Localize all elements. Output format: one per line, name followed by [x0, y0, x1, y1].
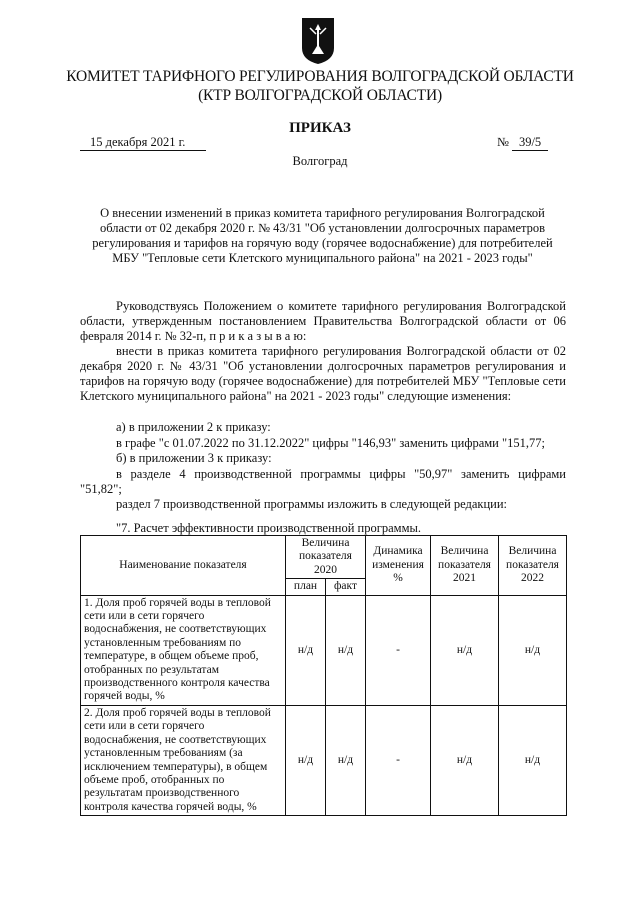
document-number	[497, 135, 548, 151]
document-date: 15 декабря 2021 г.	[80, 135, 206, 151]
row-value-2021: н/д	[431, 705, 499, 815]
row-plan: н/д	[286, 705, 326, 815]
document-subject: О внесении изменений в приказ комитета тарифного регулирования Волгоградской области от 02 декабря 2020 г. № 43/31 "Об установлении долгосрочных параметров регулирования и тарифов на горячую воду (горячее водоснабжение) для потребителей МБУ "Тепловые сети Клетского муниципального района" на 2021 - 2023 годы"	[92, 206, 553, 265]
number-value: 39/5	[512, 135, 548, 151]
item-b-text: в разделе 4 производственной программы цифры "50,97" заменить цифрами "51,82";	[80, 467, 566, 496]
header-name: Наименование показателя	[81, 536, 286, 596]
organization-abbreviation: (КТР ВОЛГОГРАДСКОЙ ОБЛАСТИ)	[198, 87, 442, 104]
row-fact: н/д	[326, 705, 366, 815]
header-value-2020: Величина показателя 2020	[286, 536, 366, 579]
table-row	[81, 705, 567, 815]
organization-name: КОМИТЕТ ТАРИФНОГО РЕГУЛИРОВАНИЯ ВОЛГОГРАДСКОЙ ОБЛАСТИ	[66, 68, 574, 85]
header-value-2022: Величина показателя 2022	[499, 536, 567, 596]
item-b-text-2: раздел 7 производственной программы изложить в следующей редакции:	[116, 497, 508, 511]
order-paragraph: внести в приказ комитета тарифного регулирования Волгоградской области от 02 декабря 2020 г. № 43/31 "Об установлении долгосрочных параметров регулирования и тарифов на горячую воду (горячее водоснабжение) для потребителей МБУ "Тепловые сети Клетского муниципального района" на 2021 - 2023 годы" следующие изменения:	[80, 344, 566, 403]
row-value-2022: н/д	[499, 595, 567, 705]
row-plan: н/д	[286, 595, 326, 705]
coat-of-arms-emblem	[300, 16, 336, 66]
item-a-text: в графе "с 01.07.2022 по 31.12.2022" цифры "146,93" заменить цифрами "151,77;	[116, 436, 545, 450]
number-prefix: №	[497, 135, 509, 149]
document-city: Волгоград	[292, 154, 348, 168]
preamble-paragraph: Руководствуясь Положением о комитете тарифного регулирования Волгоградской области, утвержденным постановлением Правительства Волгоградской области от 06 февраля 2014 г. № 32-п, п р и к а з ы в а ю:	[80, 299, 566, 343]
table-header-row	[81, 536, 567, 579]
item-b-heading: б) в приложении 3 к приказу:	[116, 451, 272, 465]
row-value-2022: н/д	[499, 705, 567, 815]
row-indicator-name: 1. Доля проб горячей воды в тепловой сети или в сети горячего водоснабжения, не соответствующих установленным требованиям по температуре, в общем объеме проб, отобранных по результатам производственного контроля качества горячей воды, %	[81, 595, 286, 705]
header-fact: факт	[326, 579, 366, 595]
row-dynamics: -	[366, 595, 431, 705]
row-fact: н/д	[326, 595, 366, 705]
section-title: "7. Расчет эффективности производственной программы.	[116, 521, 421, 535]
header-plan: план	[286, 579, 326, 595]
header-value-2021: Величина показателя 2021	[431, 536, 499, 596]
item-a-heading: а) в приложении 2 к приказу:	[116, 420, 271, 434]
table-row	[81, 595, 567, 705]
row-indicator-name: 2. Доля проб горячей воды в тепловой сети или в сети горячего водоснабжения, не соответствующих установленным требованиям (за исключением температуры), в общем объеме проб, отобранных по результатам производственного контроля качества горячей воды, %	[81, 705, 286, 815]
row-dynamics: -	[366, 705, 431, 815]
document-type-title: ПРИКАЗ	[289, 120, 351, 136]
row-value-2021: н/д	[431, 595, 499, 705]
efficiency-table	[80, 535, 567, 816]
header-dynamics: Динамика изменения %	[366, 536, 431, 596]
